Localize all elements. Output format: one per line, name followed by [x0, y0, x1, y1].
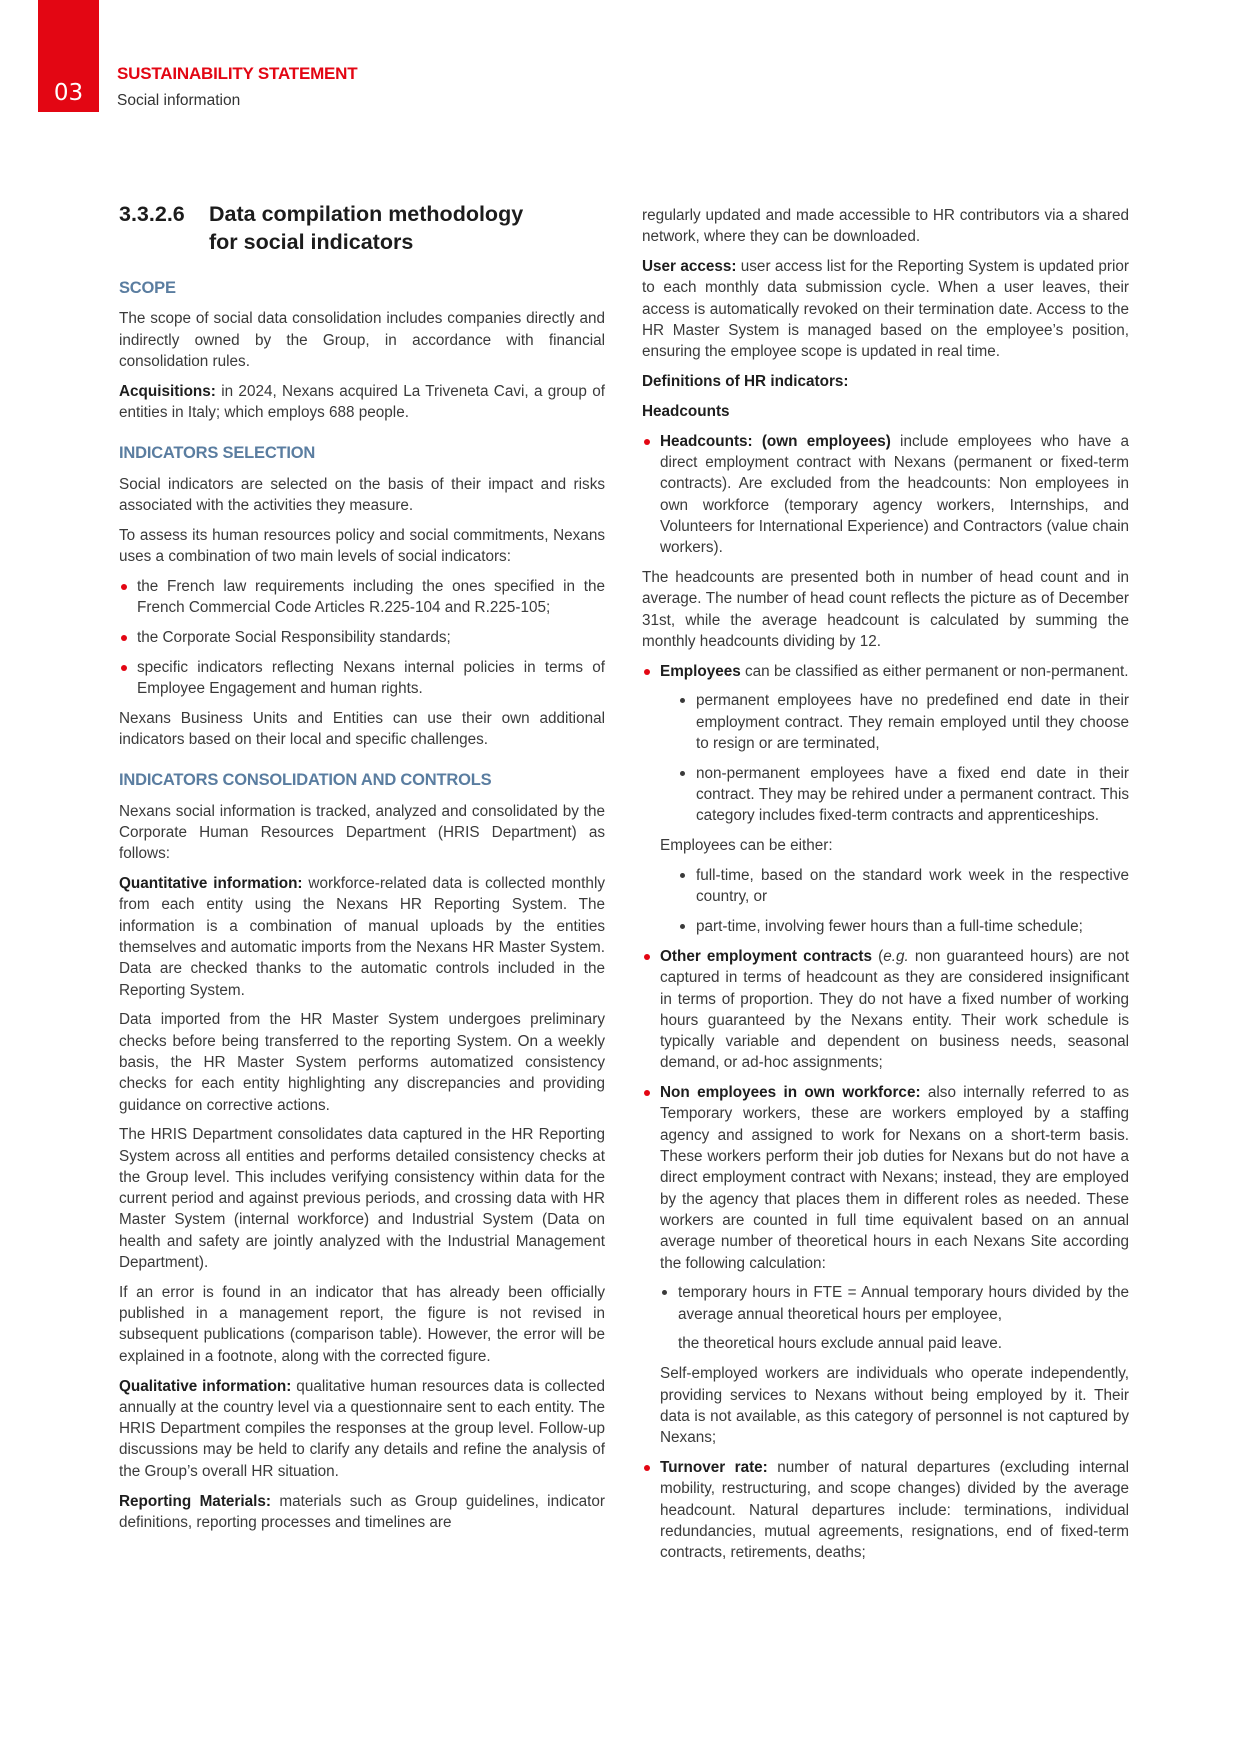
list-item: Turnover rate: number of natural departures (excluding internal mobility, restructuring, and scope changes) divided by the average headcount. Natural departures include: terminations, individual redundancies, mutual agreements, resignations, end of fixed-term contracts, retirements, deaths; — [642, 1457, 1129, 1563]
list-item: non-permanent employees have a fixed end date in their contract. They may be rehired under a permanent contract. This category includes fixed-term contracts and apprenticeships. — [678, 763, 1129, 827]
acquisitions-paragraph: Acquisitions: in 2024, Nexans acquired La Triveneta Cavi, a group of entities in Italy; which employs 688 people. — [119, 382, 605, 421]
selection-paragraph-3: Nexans Business Units and Entities can use their own additional indicators based on their local and specific challenges. — [119, 709, 605, 749]
quantitative-paragraph: Quantitative information: workforce-related data is collected monthly from each entity using the Nexans HR Reporting System. The information is a combination of manual uploads by the entities themselves and automatic imports from the Nexans HR Master System. Data are checked thanks to the automatic controls included in the Reporting System. — [119, 875, 605, 999]
list-item: permanent employees have no predefined end date in their employment contract. They remain employed until they choose to resign or are terminated, — [678, 690, 1129, 754]
list-item: specific indicators reflecting Nexans internal policies in terms of Employee Engagement and human rights. — [119, 657, 605, 700]
consolidation-paragraph-3: The HRIS Department consolidates data captured in the HR Reporting System across all entities and performs detailed consistency checks at the Group level. This includes verifying consistency within data for the current period and against previous periods, and crossing data with HR Master System (internal workforce) and Industrial System (Data on health and safety are jointly analyzed with the Industrial Management Department). — [119, 1126, 605, 1272]
employees-sublist — [678, 690, 1129, 826]
section-subtitle: Social information — [117, 92, 241, 109]
left-column — [119, 200, 605, 1542]
consolidation-paragraph-2: Data imported from the HR Master System undergoes preliminary checks before being transferred to the reporting System. On a weekly basis, the HR Master System performs automatized consistency checks for each entity highlighting any discrepancies and providing guidance on corrective actions. — [119, 1011, 605, 1114]
page-heading — [119, 200, 605, 256]
selection-paragraph-2: To assess its human resources policy and social commitments, Nexans uses a combination of two main levels of social indicators: — [119, 526, 605, 565]
contracts-list — [642, 946, 1129, 1274]
indicators-selection-heading: INDICATORS SELECTION — [119, 444, 316, 463]
fte-sublist — [660, 1282, 1129, 1325]
headcounts-list — [642, 431, 1129, 559]
scope-paragraph: The scope of social data consolidation includes companies directly and indirectly owned by the Group, in accordance with financial consolidation rules. — [119, 310, 605, 370]
list-item: the Corporate Social Responsibility standards; — [119, 627, 605, 648]
employees-sublist-2 — [678, 865, 1129, 937]
selection-list — [119, 576, 605, 699]
chapter-tab — [38, 0, 99, 112]
headcounts-paragraph: The headcounts are presented both in number of head count and in average. The number of head count reflects the picture as of December 31st, while the average headcount is calculated by summing the monthly headcounts dividing by 12. — [642, 568, 1129, 650]
section-title: SUSTAINABILITY STATEMENT — [117, 64, 358, 83]
consolidation-paragraph-4: If an error is found in an indicator that has already been officially published in a management report, the figure is not revised in subsequent publications (comparison table). However, the error will be explained in a footnote, along with the corrected figure. — [119, 1283, 605, 1365]
heading-number: 3.3.2.6 — [119, 202, 185, 226]
heading-text: Data compilation methodology for social indicators — [209, 202, 524, 254]
list-item: Employees can be classified as either permanent or non-permanent. — [642, 661, 1129, 682]
list-item: Other employment contracts (e.g. non guaranteed hours) are not captured in terms of headcount as they are considered insignificant in terms of proportion. They do not have a fixed number of working hours guaranteed by the Nexans entity. Their work schedule is typically variable and dependent on business needs, seasonal demand, or ad-hoc assignments; — [642, 946, 1129, 1074]
qualitative-paragraph: Qualitative information: qualitative human resources data is collected annually at the country level via a questionnaire sent to each entity. The HRIS Department compiles the responses at the group level. Follow-up discussions may be held to clarify any details and refine the analysis of the Group’s overall HR situation. — [119, 1377, 605, 1480]
list-item: the French law requirements including the ones specified in the French Commercial Code Articles R.225-104 and R.225-105; — [119, 576, 605, 619]
selection-paragraph-1: Social indicators are selected on the basis of their impact and risks associated with the activities they measure. — [119, 475, 605, 514]
fte-continuation: the theoretical hours exclude annual paid leave. — [678, 1335, 1003, 1353]
list-item: Non employees in own workforce: also internally referred to as Temporary workers, these are workers employed by a staffing agency and assigned to work for Nexans on a short-term basis. These workers perform their job duties for Nexans but do not have a direct employment contract with Nexans; instead, they are employed by the agency that places them in different roles as needed. These workers are counted in full time equivalent based on an annual average number of theoretical hours in each Nexans Site according the following calculation: — [642, 1082, 1129, 1274]
headcounts-heading: Headcounts — [642, 402, 730, 420]
employees-list — [642, 661, 1129, 682]
self-employed-paragraph: Self-employed workers are individuals who operate independently, providing services to Nexans without being employed by it. Their data is not available, as this category of personnel is not captured by Nexans; — [660, 1365, 1129, 1447]
right-column — [642, 205, 1129, 1572]
user-access-paragraph: User access: user access list for the Reporting System is updated prior to each monthly data submission cycle. When a user leaves, their access is automatically revoked on their termination date. Access to the HR Master System is managed based on the employee’s position, ensuring the employee scope is updated in real time. — [642, 258, 1129, 361]
turnover-list — [642, 1457, 1129, 1563]
employees-either: Employees can be either: — [660, 837, 833, 855]
list-item: temporary hours in FTE = Annual temporary hours divided by the average annual theoretical hours per employee, — [660, 1282, 1129, 1325]
scope-heading: SCOPE — [119, 279, 176, 297]
continued-paragraph: regularly updated and made accessible to HR contributors via a shared network, where they can be downloaded. — [642, 207, 1129, 246]
definitions-heading: Definitions of HR indicators: — [642, 373, 849, 391]
chapter-number: 03 — [53, 80, 84, 106]
reporting-materials-paragraph: Reporting Materials: materials such as Group guidelines, indicator definitions, reporting processes and timelines are — [119, 1492, 605, 1531]
list-item: full-time, based on the standard work week in the respective country, or — [678, 865, 1129, 908]
list-item: Headcounts: (own employees) include employees who have a direct employment contract with Nexans (permanent or fixed-term contracts). Are excluded from the headcounts: Non employees in own workforce (temporary agency workers, Internships, and Volunteers for International Experience) and Contractors (value chain workers). — [642, 431, 1129, 559]
list-item: part-time, involving fewer hours than a full-time schedule; — [678, 916, 1129, 937]
consolidation-heading: INDICATORS CONSOLIDATION AND CONTROLS — [119, 771, 492, 790]
consolidation-paragraph-1: Nexans social information is tracked, analyzed and consolidated by the Corporate Human Resources Department (HRIS Department) as follows: — [119, 802, 605, 863]
